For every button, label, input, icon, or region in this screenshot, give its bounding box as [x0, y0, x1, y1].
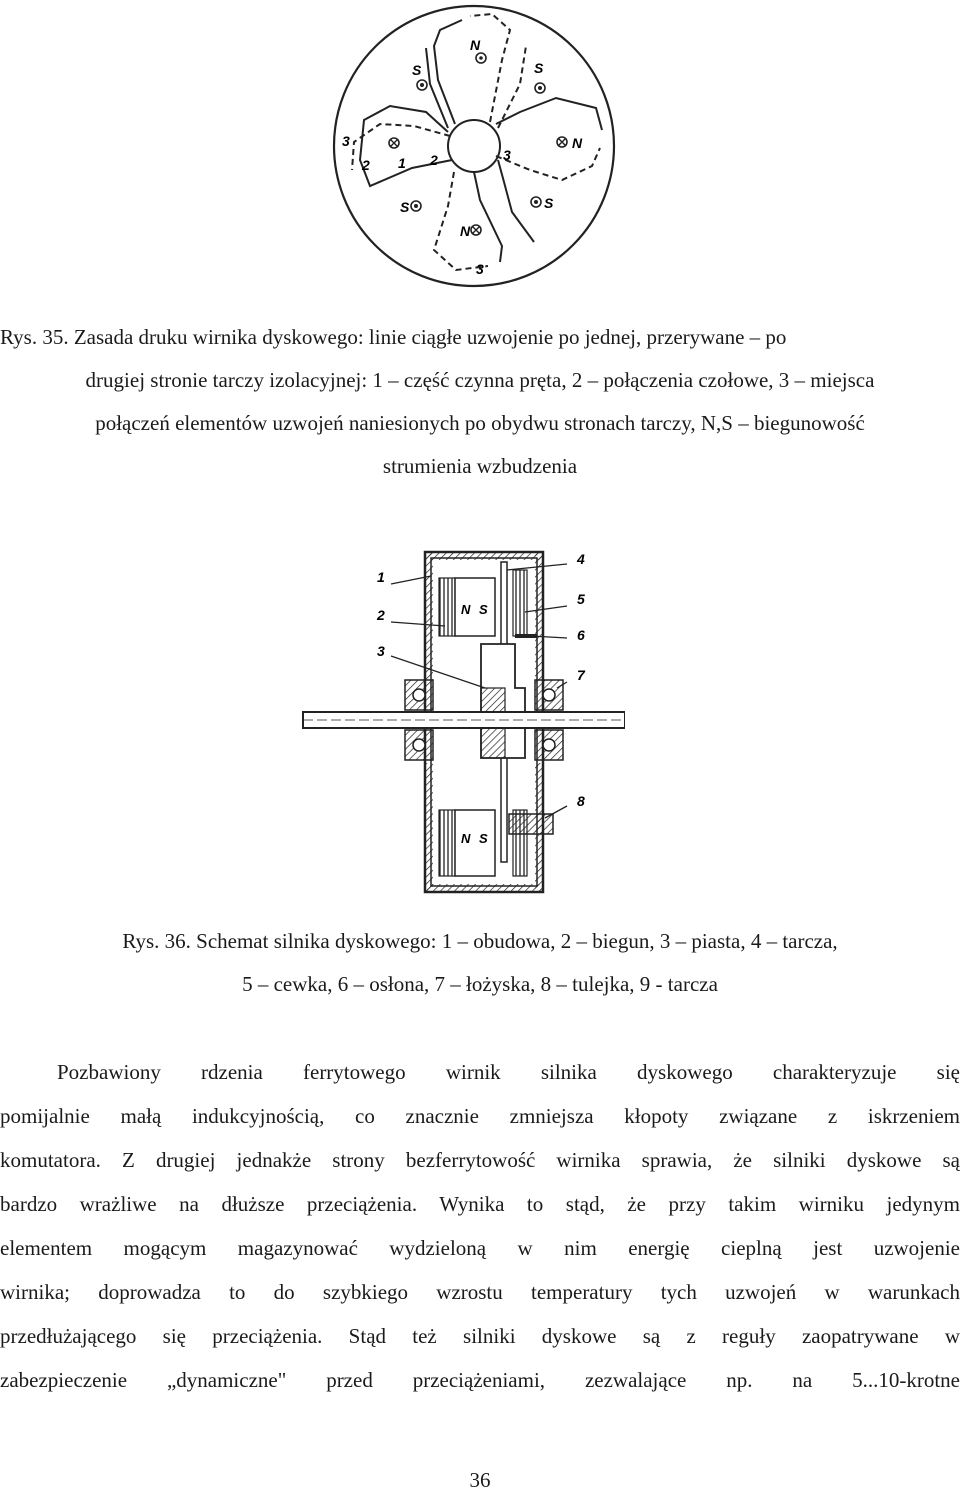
label-8: 8: [577, 793, 585, 809]
label-3-center: 3: [503, 147, 511, 163]
body-paragraph: [0, 1050, 960, 1402]
paragraph-line: pomijalnie małą indukcyjnością, co znacznie zmniejsza kłopoty związane z iskrzeniem: [0, 1104, 960, 1128]
caption-35-line-1: Rys. 35. Zasada druku wirnika dyskowego: linie ciągłe uzwojenie po jednej, przerywane – po: [0, 325, 787, 349]
label-2: 2: [362, 157, 370, 173]
figure-35-disc-rotor: [330, 0, 620, 292]
label-1: 1: [398, 155, 406, 171]
label-2: 2: [377, 607, 385, 623]
label-3-bottom: 3: [476, 261, 484, 277]
paragraph-line: zabezpieczenie „dynamiczne" przed przeciążeniami, zezwalające np. na 5...10-krotne: [0, 1368, 960, 1392]
label-S-lower-left: S: [400, 199, 410, 215]
figure-36-disc-motor: [295, 548, 625, 900]
paragraph-line: komutatora. Z drugiej jednakże strony bezferrytowość wirnika sprawia, że silniki dyskowe są: [0, 1148, 960, 1172]
label-S-bottom: S: [479, 831, 488, 846]
label-N-bottom: N: [460, 223, 471, 239]
caption-36-line-1: Rys. 36. Schemat silnika dyskowego: 1 – obudowa, 2 – biegun, 3 – piasta, 4 – tarcza,: [122, 929, 838, 953]
paragraph-line: bardzo wrażliwe na dłuższe przeciążenia. Wynika to stąd, że przy takim wirniku jedynym: [0, 1192, 960, 1216]
label-S-upper-right: S: [534, 60, 544, 76]
label-1: 1: [377, 569, 385, 585]
label-6: 6: [577, 627, 585, 643]
paragraph-line: przedłużającego się przeciążenia. Stąd też silniki dyskowe są z reguły zaopatrywane w: [0, 1324, 960, 1348]
label-N-top: N: [461, 602, 471, 617]
label-S-lower-right: S: [544, 195, 554, 211]
label-N-bottom: N: [461, 831, 471, 846]
figure-36-caption: [0, 920, 960, 1006]
label-7: 7: [577, 667, 585, 683]
caption-35-line-3: połączeń elementów uzwojeń naniesionych po obydwu stronach tarczy, N,S – biegunowość: [95, 411, 865, 435]
label-S-upper-left: S: [412, 62, 422, 78]
label-3-left: 3: [342, 133, 350, 149]
label-N-top: N: [470, 37, 481, 53]
label-3: 3: [377, 643, 385, 659]
coil-top: [513, 570, 527, 636]
paragraph-line: elementem mogącym magazynować wydzieloną w nim energię cieplną jest uzwojenie: [0, 1236, 960, 1260]
hub-hole: [448, 120, 500, 172]
label-2-center: 2: [430, 152, 438, 168]
paragraph-line: Pozbawiony rdzenia ferrytowego wirnik silnika dyskowego charakteryzuje się: [57, 1060, 960, 1084]
label-4: 4: [577, 551, 585, 567]
caption-35-line-4: strumienia wzbudzenia: [382, 454, 578, 478]
label-N-right: N: [572, 135, 583, 151]
label-S-top: S: [479, 602, 488, 617]
label-5: 5: [577, 591, 585, 607]
paragraph-line: wirnika; doprowadza to do szybkiego wzrostu temperatury tych uzwojeń w warunkach: [0, 1280, 960, 1304]
caption-35-line-2: drugiej stronie tarczy izolacyjnej: 1 – część czynna pręta, 2 – połączenia czołowe, 3 – miejsca: [85, 368, 875, 392]
page-number: 36: [469, 1468, 491, 1492]
figure-35-caption: [0, 316, 960, 488]
caption-36-line-2: 5 – cewka, 6 – osłona, 7 – łożyska, 8 – tulejka, 9 - tarcza: [242, 972, 718, 996]
pole-markers: [389, 53, 567, 235]
